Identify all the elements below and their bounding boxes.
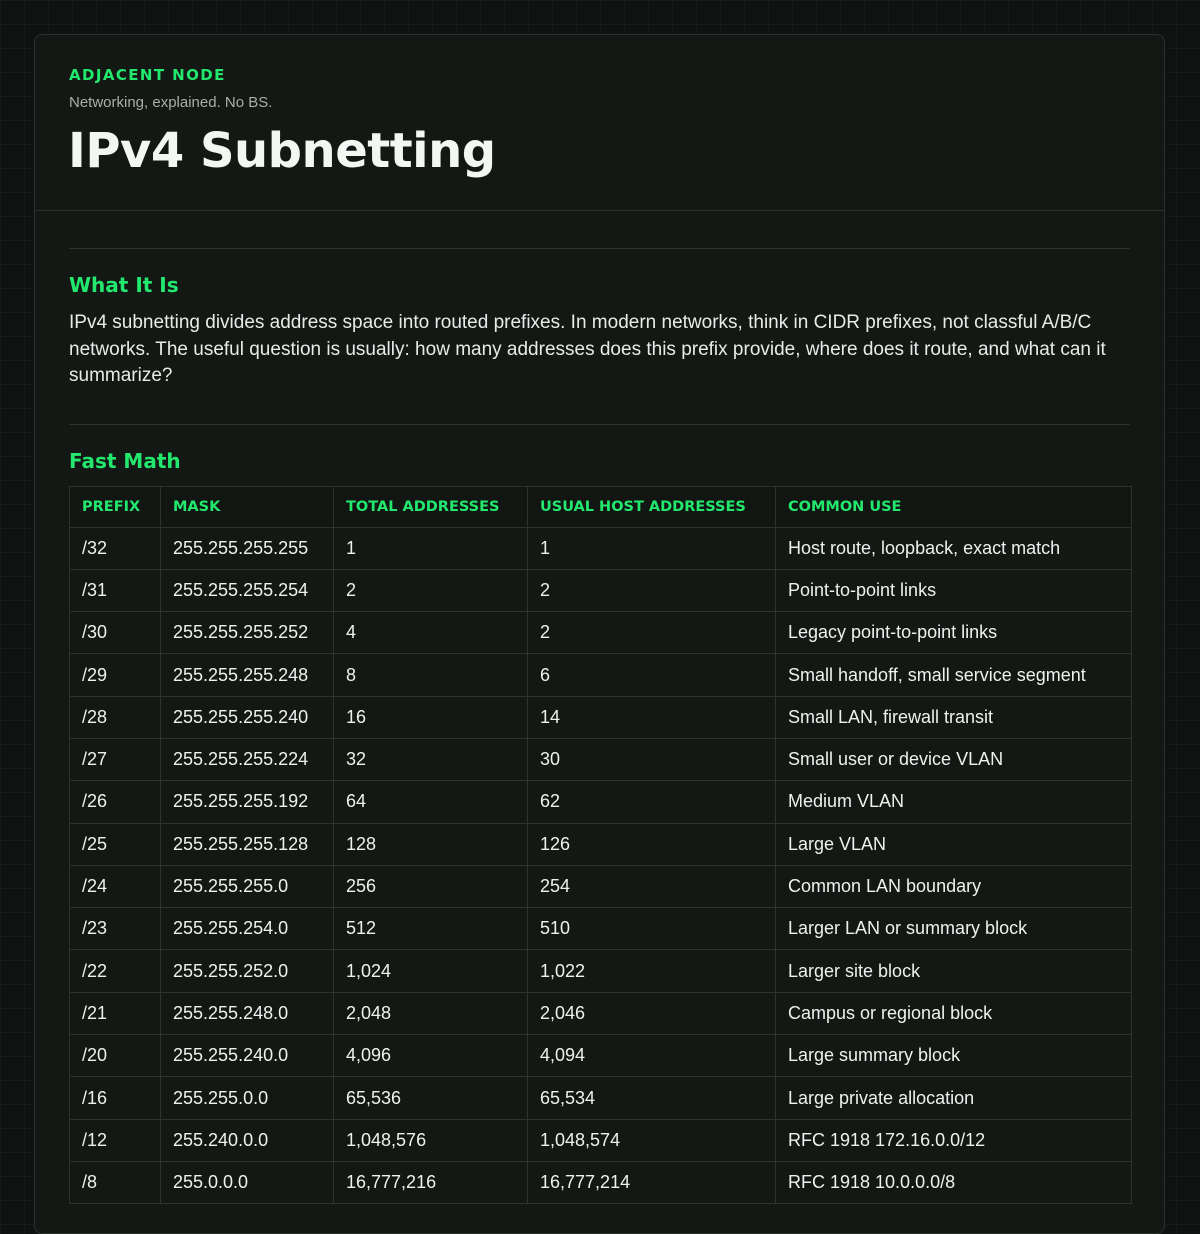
- table-cell: 65,534: [528, 1077, 776, 1119]
- table-cell: /28: [70, 696, 161, 738]
- brand-name[interactable]: ADJACENT NODE: [69, 66, 226, 84]
- table-cell: 255.255.255.240: [161, 696, 334, 738]
- column-header: TOTAL ADDRESSES: [334, 486, 528, 527]
- table-cell: Large VLAN: [776, 823, 1132, 865]
- table-cell: 2,048: [334, 992, 528, 1034]
- table-cell: 255.255.255.254: [161, 569, 334, 611]
- table-cell: /12: [70, 1119, 161, 1161]
- table-cell: 32: [334, 738, 528, 780]
- table-cell: Small handoff, small service segment: [776, 654, 1132, 696]
- table-cell: 254: [528, 865, 776, 907]
- table-cell: 512: [334, 908, 528, 950]
- table-cell: 1: [334, 527, 528, 569]
- section-heading-what-it-is: What It Is: [69, 273, 179, 297]
- table-cell: Small LAN, firewall transit: [776, 696, 1132, 738]
- table-cell: 255.255.254.0: [161, 908, 334, 950]
- table-cell: 2: [334, 569, 528, 611]
- article-body: [35, 248, 1164, 1204]
- column-header: MASK: [161, 486, 334, 527]
- table-cell: /8: [70, 1161, 161, 1203]
- section-divider: [69, 248, 1130, 249]
- table-cell: /22: [70, 950, 161, 992]
- table-row: [70, 1161, 1132, 1203]
- table-cell: 128: [334, 823, 528, 865]
- table-cell: 62: [528, 781, 776, 823]
- table-cell: 16,777,216: [334, 1161, 528, 1203]
- table-row: [70, 1035, 1132, 1077]
- table-row: [70, 738, 1132, 780]
- table-cell: 30: [528, 738, 776, 780]
- table-cell: Larger LAN or summary block: [776, 908, 1132, 950]
- table-cell: Medium VLAN: [776, 781, 1132, 823]
- table-cell: 255.255.240.0: [161, 1035, 334, 1077]
- table-cell: RFC 1918 10.0.0.0/8: [776, 1161, 1132, 1203]
- table-cell: 14: [528, 696, 776, 738]
- table-cell: 16,777,214: [528, 1161, 776, 1203]
- table-body: [70, 527, 1132, 1204]
- table-header-row: [70, 486, 1132, 527]
- table-cell: 255.255.248.0: [161, 992, 334, 1034]
- table-row: [70, 527, 1132, 569]
- table-cell: 64: [334, 781, 528, 823]
- table-cell: 255.255.255.252: [161, 612, 334, 654]
- table-cell: 8: [334, 654, 528, 696]
- table-row: [70, 569, 1132, 611]
- table-cell: 2,046: [528, 992, 776, 1034]
- table-row: [70, 654, 1132, 696]
- table-row: [70, 1077, 1132, 1119]
- table-cell: RFC 1918 172.16.0.0/12: [776, 1119, 1132, 1161]
- table-cell: 4,096: [334, 1035, 528, 1077]
- table-header: [70, 486, 1132, 527]
- section-divider: [69, 424, 1130, 425]
- prefix-table: [69, 486, 1132, 1205]
- table-cell: 255.255.0.0: [161, 1077, 334, 1119]
- column-header: PREFIX: [70, 486, 161, 527]
- table-cell: 2: [528, 612, 776, 654]
- table-row: [70, 1119, 1132, 1161]
- table-cell: 1,022: [528, 950, 776, 992]
- table-cell: 16: [334, 696, 528, 738]
- table-cell: Large summary block: [776, 1035, 1132, 1077]
- table-cell: /20: [70, 1035, 161, 1077]
- table-cell: /21: [70, 992, 161, 1034]
- table-row: [70, 865, 1132, 907]
- table-cell: /26: [70, 781, 161, 823]
- column-header: USUAL HOST ADDRESSES: [528, 486, 776, 527]
- table-cell: 1: [528, 527, 776, 569]
- table-cell: 255.255.255.224: [161, 738, 334, 780]
- section-heading-fast-math: Fast Math: [69, 448, 181, 473]
- table-row: [70, 823, 1132, 865]
- table-cell: 1,024: [334, 950, 528, 992]
- table-cell: 4,094: [528, 1035, 776, 1077]
- table-cell: /29: [70, 654, 161, 696]
- table-cell: 255.255.255.0: [161, 865, 334, 907]
- table-row: [70, 908, 1132, 950]
- table-cell: /16: [70, 1077, 161, 1119]
- table-cell: 255.255.252.0: [161, 950, 334, 992]
- table-cell: 255.0.0.0: [161, 1161, 334, 1203]
- table-cell: Small user or device VLAN: [776, 738, 1132, 780]
- table-cell: 510: [528, 908, 776, 950]
- table-cell: /25: [70, 823, 161, 865]
- table-row: [70, 781, 1132, 823]
- table-cell: Host route, loopback, exact match: [776, 527, 1132, 569]
- table-cell: 256: [334, 865, 528, 907]
- table-cell: 255.255.255.255: [161, 527, 334, 569]
- brand-tagline: Networking, explained. No BS.: [69, 94, 273, 111]
- table-cell: Large private allocation: [776, 1077, 1132, 1119]
- table-cell: 255.255.255.248: [161, 654, 334, 696]
- table-cell: 255.255.255.192: [161, 781, 334, 823]
- table-cell: Common LAN boundary: [776, 865, 1132, 907]
- table-cell: 1,048,576: [334, 1119, 528, 1161]
- table-cell: Point-to-point links: [776, 569, 1132, 611]
- column-header: COMMON USE: [776, 486, 1132, 527]
- table-cell: 65,536: [334, 1077, 528, 1119]
- table-cell: /24: [70, 865, 161, 907]
- table-cell: Legacy point-to-point links: [776, 612, 1132, 654]
- table-cell: /32: [70, 527, 161, 569]
- table-row: [70, 992, 1132, 1034]
- page-title: IPv4 Subnetting: [68, 123, 496, 179]
- table-cell: Campus or regional block: [776, 992, 1132, 1034]
- what-it-is-paragraph: IPv4 subnetting divides address space into routed prefixes. In modern networks, think in CIDR prefixes, not classful A/B/C networks. The useful question is usually: how many addresses does this prefix provide, where does it route, and what can it summarize?: [69, 312, 1106, 386]
- table-cell: 255.240.0.0: [161, 1119, 334, 1161]
- table-cell: 255.255.255.128: [161, 823, 334, 865]
- table-row: [70, 696, 1132, 738]
- table-cell: 2: [528, 569, 776, 611]
- table-cell: /23: [70, 908, 161, 950]
- table-row: [70, 950, 1132, 992]
- article-header: [35, 35, 1164, 211]
- table-cell: Larger site block: [776, 950, 1132, 992]
- table-cell: 6: [528, 654, 776, 696]
- article-card: [34, 34, 1165, 1234]
- table-cell: /27: [70, 738, 161, 780]
- table-cell: /30: [70, 612, 161, 654]
- table-cell: /31: [70, 569, 161, 611]
- table-cell: 126: [528, 823, 776, 865]
- table-cell: 4: [334, 612, 528, 654]
- table-row: [70, 612, 1132, 654]
- table-cell: 1,048,574: [528, 1119, 776, 1161]
